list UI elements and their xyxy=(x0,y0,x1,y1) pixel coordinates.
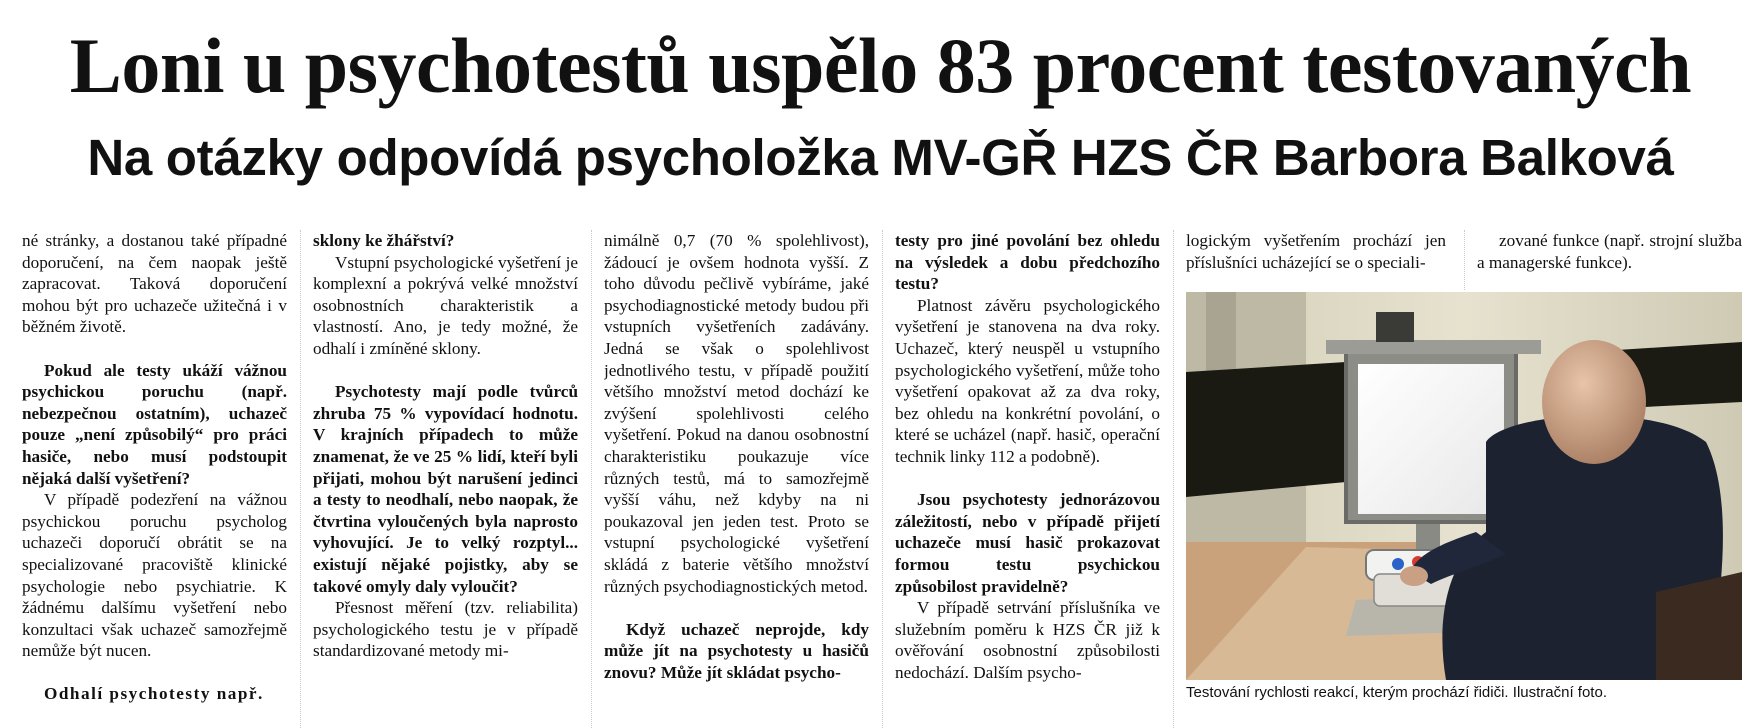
question: Pokud ale testy ukáží vážnou psychickou poruchu (např. nebezpečnou ostatním), uchazeč pouze „není způsobilý“ pro práci hasiče, nebo musí podstoupit nějaká další vyšetření? xyxy=(22,360,287,488)
question: sklony ke žhářství? xyxy=(313,231,455,250)
paragraph: logickým vyšetřením prochází jen příslušníci ucházející se o speciali- xyxy=(1186,231,1446,272)
column-divider xyxy=(882,230,883,728)
article-column-6 xyxy=(1477,230,1742,290)
article-column-1 xyxy=(22,230,287,708)
photo-reaction-test-icon xyxy=(1186,292,1742,680)
photo-reaction-test xyxy=(1186,292,1742,680)
paragraph: V případě setrvání příslušníka ve služebním poměru k HZS ČR již k ověřování osobnostní způsobilosti nedochází. Dalším psycho- xyxy=(895,598,1160,682)
paragraph: Platnost závěru psychologického vyšetření je stanovena na dva roky. Uchazeč, který neuspěl u vstupního psychologického vyšetření, může toho vyšetření opakovat až za dva roky, bez ohledu na konkrétní povolání, o které se ucházel (např. hasič, operační technik linky 112 a podobně). xyxy=(895,295,1160,466)
article-column-5 xyxy=(1186,230,1446,290)
article-column-4 xyxy=(895,230,1160,708)
column-divider xyxy=(300,230,301,728)
question: Jsou psychotesty jednorázovou záležitostí, nebo v případě přijetí uchazeče musí hasič prokazovat formou testu psychickou způsobilost pravidelně? xyxy=(895,490,1160,596)
paragraph: V případě podezření na vážnou psychickou poruchu psycholog uchazeči doporučí obrátit se na specializované pracoviště klinické psychologie nebo psychiatrie. K žádnému dalšímu vyšetření nebo konzultaci však uchazeč samozřejmě nemůže být nucen. xyxy=(22,490,287,661)
column-divider xyxy=(591,230,592,728)
question: testy pro jiné povolání bez ohledu na výsledek a dobu předchozího testu? xyxy=(895,231,1160,294)
article-column-2 xyxy=(313,230,578,708)
paragraph: Vstupní psychologické vyšetření je komplexní a pokrývá velké množství osobnostních charakteristik a vlastností. Ano, je tedy možné, že odhalí i zmíněné sklony. xyxy=(313,252,578,358)
article-column-3 xyxy=(604,230,869,708)
paragraph: Přesnost měření (tzv. reliabilita) psychologického testu je v případě standardizované metody mi- xyxy=(313,598,578,661)
subheadline: Na otázky odpovídá psycholožka MV-GŘ HZS ČR Barbora Balková xyxy=(87,129,1674,186)
column-divider xyxy=(1173,230,1174,728)
question: Odhalí psychotesty např. xyxy=(44,684,264,704)
paragraph: né stránky, a dostanou také případné doporučení, na čem naopak ještě zapracovat. Taková doporučení mohou být pro uchazeče užitečná i v běžném životě. xyxy=(22,231,287,337)
headline: Loni u psychotestů uspělo 83 procent testovaných xyxy=(69,22,1692,109)
question: Když uchazeč neprojde, kdy může jít na psychotesty u hasičů znovu? Může jít skládat psycho- xyxy=(604,619,869,682)
paragraph: nimálně 0,7 (70 % spolehlivost), žádoucí je ovšem hodnota vyšší. Z toho důvodu pečlivě vybíráme, jaké psychodiagnostické metody budou při vstupních vyšetřeních zadávány. Jedná se však o spolehlivost jednotlivého testu, v případě použití většího množství metod dochází ke zvýšení spolehlivosti celého vyšetření. Pokud na danou osobnostní charakteristiku poukazuje více různých testů, má to samozřejmě vyšší váhu, než kdyby na ni poukazoval jen jeden test. Proto se vstupní psychologické vyšetření skládá z baterie většího množství různých psychodiagnostických metod. xyxy=(604,231,869,596)
photo-caption: Testování rychlosti reakcí, kterým prochází řidiči. Ilustrační foto. xyxy=(1186,684,1607,701)
column-divider xyxy=(1464,230,1465,290)
question: Psychotesty mají podle tvůrců zhruba 75 % vypovídací hodnotu. V krajních případech to může znamenat, že ve 25 % lidí, kteří byli přijati, mohou být narušení jedinci a testy to neodhalí, nebo naopak, že čtvrtina vyloučených byla naprosto vyhovující. Je to velký rozptyl... existují nějaké pojistky, aby se takové omyly daly vyloučit? xyxy=(313,382,578,596)
paragraph: zované funkce (např. strojní služba a managerské funkce). xyxy=(1477,231,1742,272)
